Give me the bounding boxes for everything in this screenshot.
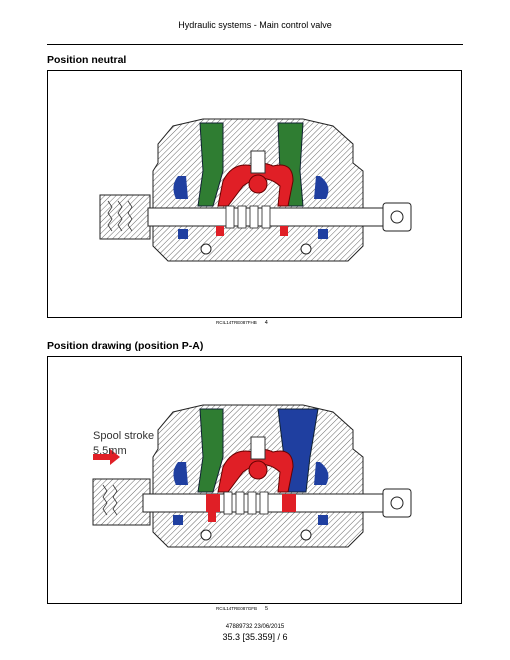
page-header: Hydraulic systems - Main control valve bbox=[178, 20, 332, 30]
section-title-drawing: Position drawing (position P-A) bbox=[47, 340, 204, 352]
spool-stroke-label: Spool stroke 5.5mm bbox=[93, 430, 155, 457]
spring-housing bbox=[93, 479, 150, 525]
valve-diagram-drawing bbox=[48, 357, 463, 605]
figure-number: 5 bbox=[265, 606, 269, 612]
valve-diagram-neutral bbox=[48, 71, 463, 319]
figure-neutral bbox=[47, 70, 462, 318]
figure-code: RCIL14TRE087FHB bbox=[216, 320, 257, 325]
header-rule bbox=[47, 44, 463, 45]
spring-housing bbox=[100, 195, 150, 239]
section-title-neutral: Position neutral bbox=[47, 54, 127, 66]
figure-caption-neutral bbox=[216, 320, 268, 326]
figure-caption-drawing bbox=[216, 606, 268, 612]
page-ref: 35.3 [35.359] / 6 bbox=[222, 632, 288, 642]
doc-ref: 47889732 23/06/2015 bbox=[225, 624, 285, 630]
figure-code: RCIL14TRE087GFB bbox=[216, 606, 258, 611]
check-valve bbox=[251, 437, 265, 459]
figure-number: 4 bbox=[264, 320, 268, 326]
figure-drawing bbox=[47, 356, 462, 604]
check-valve bbox=[251, 151, 265, 173]
